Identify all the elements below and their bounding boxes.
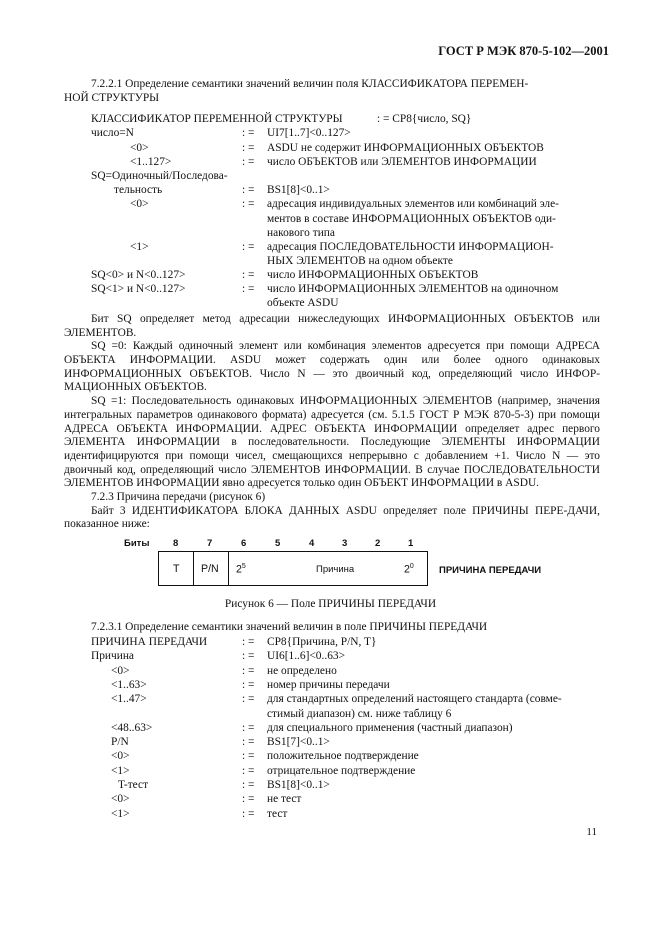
definition-value: положительное подтверждение xyxy=(267,750,419,762)
page-number: 11 xyxy=(586,826,597,838)
definition-row xyxy=(0,142,661,156)
definition-value: для стандартных определений настоящего стандарта (совме- xyxy=(267,693,562,705)
definition-term: <1> xyxy=(111,765,130,777)
definition-term: <1..127> xyxy=(130,156,172,168)
definition-row xyxy=(0,198,661,212)
paragraph-text: Бит SQ определяет метод адресации нижеследующих ИНФОРМАЦИОННЫХ ОБЪЕКТОВ или ЭЛЕМЕНТОВ. xyxy=(64,313,600,339)
definition-operator: : = xyxy=(242,750,255,762)
definition-row xyxy=(0,722,661,736)
bit-pn-cell xyxy=(194,552,229,585)
paragraph-sq xyxy=(64,313,600,532)
definition-operator: : = xyxy=(242,665,255,677)
bit-number: 1 xyxy=(408,538,414,549)
definition-row xyxy=(0,269,661,283)
figure-caption: Рисунок 6 — Поле ПРИЧИНЫ ПЕРЕДАЧИ xyxy=(224,598,437,610)
definition-row xyxy=(0,779,661,793)
bit-number: 3 xyxy=(342,538,348,549)
definition-value: номер причины передачи xyxy=(267,679,390,691)
definition-row xyxy=(0,255,661,269)
definition-term: <48..63> xyxy=(111,722,153,734)
bits-label: Биты xyxy=(124,538,150,549)
definition-term: <1..47> xyxy=(111,693,147,705)
bit-number: 4 xyxy=(309,538,315,549)
definition-row xyxy=(0,213,661,227)
definition-value: BS1[8]<0..1> xyxy=(267,184,330,196)
bit-number: 6 xyxy=(241,538,247,549)
definition-operator: : = xyxy=(242,650,255,662)
definition-term: T-тест xyxy=(118,779,149,791)
definition-value: UI6[1..6]<0..63> xyxy=(267,650,346,662)
definition-row xyxy=(0,808,661,822)
definition-row xyxy=(0,170,661,184)
definition-operator: : = xyxy=(242,779,255,791)
definition-term: <1> xyxy=(130,241,149,253)
definition-operator: : = xyxy=(242,808,255,820)
bit-number: 5 xyxy=(275,538,281,549)
definition-operator: : = xyxy=(242,679,255,691)
definition-operator: : = xyxy=(242,156,255,168)
definition-right: : = CP8{число, SQ} xyxy=(377,113,472,125)
msb-weight: $2^5$ xyxy=(236,563,246,576)
definition-term: число=N xyxy=(91,127,134,139)
definition-row xyxy=(0,693,661,707)
definition-operator: : = xyxy=(242,793,255,805)
bit-number: 2 xyxy=(375,538,381,549)
definition-operator: : = xyxy=(242,142,255,154)
definition-row xyxy=(0,708,661,722)
definition-value: отрицательное подтверждение xyxy=(267,765,416,777)
definition-term: SQ<0> и N<0..127> xyxy=(91,269,186,281)
definition-operator: : = xyxy=(242,184,255,196)
definition-value: ASDU не содержит ИНФОРМАЦИОННЫХ ОБЪЕКТОВ xyxy=(267,142,544,154)
lsb-weight: $2^0$ xyxy=(404,563,414,576)
definition-value: не определено xyxy=(267,665,337,677)
definition-term: <1..63> xyxy=(111,679,147,691)
definition-term: <0> xyxy=(111,750,130,762)
definition-operator: : = xyxy=(242,269,255,281)
definition-row xyxy=(0,793,661,807)
definition-operator: : = xyxy=(242,736,255,748)
cause-cell xyxy=(229,552,427,585)
definition-term: ПРИЧИНА ПЕРЕДАЧИ xyxy=(91,636,208,648)
definition-value: число ИНФОРМАЦИОННЫХ ЭЛЕМЕНТОВ на одиночном xyxy=(267,283,559,295)
definition-value: для специального применения (частный диапазон) xyxy=(267,722,513,734)
definition-term: Причина xyxy=(91,650,134,662)
definition-term: SQ=Одиночный/Последова- xyxy=(91,170,228,182)
definition-term: <1> xyxy=(111,808,130,820)
cause-of-transmission-field xyxy=(158,551,428,586)
definition-operator: : = xyxy=(242,722,255,734)
definition-term: <0> xyxy=(111,793,130,805)
definition-value: BS1[8]<0..1> xyxy=(267,779,330,791)
definition-value: не тест xyxy=(267,793,302,805)
definition-term: P/N xyxy=(111,736,129,748)
bit-number: 8 xyxy=(173,538,179,549)
definition-value: тест xyxy=(267,808,288,820)
definition-value: объекте ASDU xyxy=(267,297,339,309)
section-heading-line2: НОЙ СТРУКТУРЫ xyxy=(64,92,160,104)
definition-value: CP8{Причина, P/N, T} xyxy=(267,636,377,648)
definition-operator: : = xyxy=(242,693,255,705)
definition-operator: : = xyxy=(242,241,255,253)
definition-value: число ИНФОРМАЦИОННЫХ ОБЪЕКТОВ xyxy=(267,269,479,281)
definition-row xyxy=(0,765,661,779)
definition-value: стимый диапазон) см. ниже таблицу 6 xyxy=(267,708,452,720)
definition-value: число ОБЪЕКТОВ или ЭЛЕМЕНТОВ ИНФОРМАЦИИ xyxy=(267,156,537,168)
definition-value: адресация индивидуальных элементов или комбинаций эле- xyxy=(267,198,559,210)
paragraph-text: Байт 3 ИДЕНТИФИКАТОРА БЛОКА ДАННЫХ ASDU определяет поле ПРИЧИНЫ ПЕРЕ-ДАЧИ, показанное ниже: xyxy=(64,504,600,531)
paragraph-text: 7.2.3 Причина передачи (рисунок 6) xyxy=(91,490,266,503)
definition-operator: : = xyxy=(242,765,255,777)
definition-row xyxy=(0,636,661,650)
definition-row xyxy=(0,283,661,297)
definition-term: SQ<1> и N<0..127> xyxy=(91,283,186,295)
section-heading-2: 7.2.3.1 Определение семантики значений величин в поле ПРИЧИНЫ ПЕРЕДАЧИ xyxy=(91,621,488,633)
bit-t-label: T xyxy=(173,563,180,575)
paragraph-text: SQ =0: Каждый одиночный элемент или комбинация элементов адресуется при помощи АДРЕСА ОБЪЕКТА ИНФОРМАЦИИ. ASDU может содержать один или более одного одинаковых ИНФОРМАЦИОННЫХ ОБЪЕКТОВ. Число N — это двоичный код, определяющий число ИНФОР-МАЦИОННЫХ ОБЪЕКТОВ. xyxy=(64,340,600,394)
field-side-label: ПРИЧИНА ПЕРЕДАЧИ xyxy=(439,565,542,576)
definition-value: накового типа xyxy=(267,227,335,239)
definition-row xyxy=(0,241,661,255)
definition-operator: : = xyxy=(242,283,255,295)
definition-row xyxy=(0,127,661,141)
definition-value: BS1[7]<0..1> xyxy=(267,736,330,748)
bit-t-cell xyxy=(159,552,194,585)
definition-operator: : = xyxy=(242,198,255,210)
definition-row xyxy=(0,297,661,311)
definition-row xyxy=(0,736,661,750)
definition-term: <0> xyxy=(130,142,149,154)
definition-operator: : = xyxy=(242,127,255,139)
definition-operator: : = xyxy=(242,636,255,648)
definition-row xyxy=(0,679,661,693)
definition-row xyxy=(0,650,661,664)
definition-value: ментов в составе ИНФОРМАЦИОННЫХ ОБЪЕКТОВ оди- xyxy=(267,213,556,225)
definition-row xyxy=(0,184,661,198)
paragraph-text: SQ =1: Последовательность одинаковых ИНФОРМАЦИОННЫХ ЭЛЕМЕНТОВ (например, значения интегральных параметров одинакового формата) адресуется (см. 5.1.5 ГОСТ Р МЭК 870-5-3) при помощи АДРЕСА ОБЪЕКТА ИНФОРМАЦИИ. АДРЕС ОБЪЕКТА ИНФОРМАЦИИ определяет адрес первого ЭЛЕМЕНТА ИНФОРМАЦИИ в последовательности. Последующие ЭЛЕМЕНТЫ ИНФОРМАЦИИ идентифицируются при помощи чисел, смещающихся непрерывно с добавлением +1. Число N — это двоичный код, определяющий число ЭЛЕМЕНТОВ ИНФОРМАЦИИ. В случае ПОСЛЕДОВАТЕЛЬНОСТИ ЭЛЕМЕНТОВ ИНФОРМАЦИИ явно адресуется только один ОБЪЕКТ ИНФОРМАЦИИ в ASDU. xyxy=(64,395,600,490)
definition-row xyxy=(0,750,661,764)
definition-value: UI7[1..7]<0..127> xyxy=(267,127,351,139)
definition-term: тельность xyxy=(114,184,163,196)
bit-number: 7 xyxy=(207,538,213,549)
definition-row xyxy=(0,665,661,679)
definition-left: КЛАССИФИКАТОР ПЕРЕМЕННОЙ СТРУКТУРЫ xyxy=(91,113,343,125)
definition-row xyxy=(0,227,661,241)
bit-pn-label: P/N xyxy=(201,563,219,575)
document-header: ГОСТ Р МЭК 870-5-102—2001 xyxy=(438,44,609,58)
definition-value: адресация ПОСЛЕДОВАТЕЛЬНОСТИ ИНФОРМАЦИОН- xyxy=(267,241,554,253)
cause-label: Причина xyxy=(316,564,355,575)
definition-term: <0> xyxy=(111,665,130,677)
definition-value: НЫХ ЭЛЕМЕНТОВ на одном объекте xyxy=(267,255,453,267)
section-heading-line1: 7.2.2.1 Определение семантики значений величин поля КЛАССИФИКАТОРА ПЕРЕМЕН- xyxy=(91,78,529,90)
definition-term: <0> xyxy=(130,198,149,210)
definition-row xyxy=(0,156,661,170)
